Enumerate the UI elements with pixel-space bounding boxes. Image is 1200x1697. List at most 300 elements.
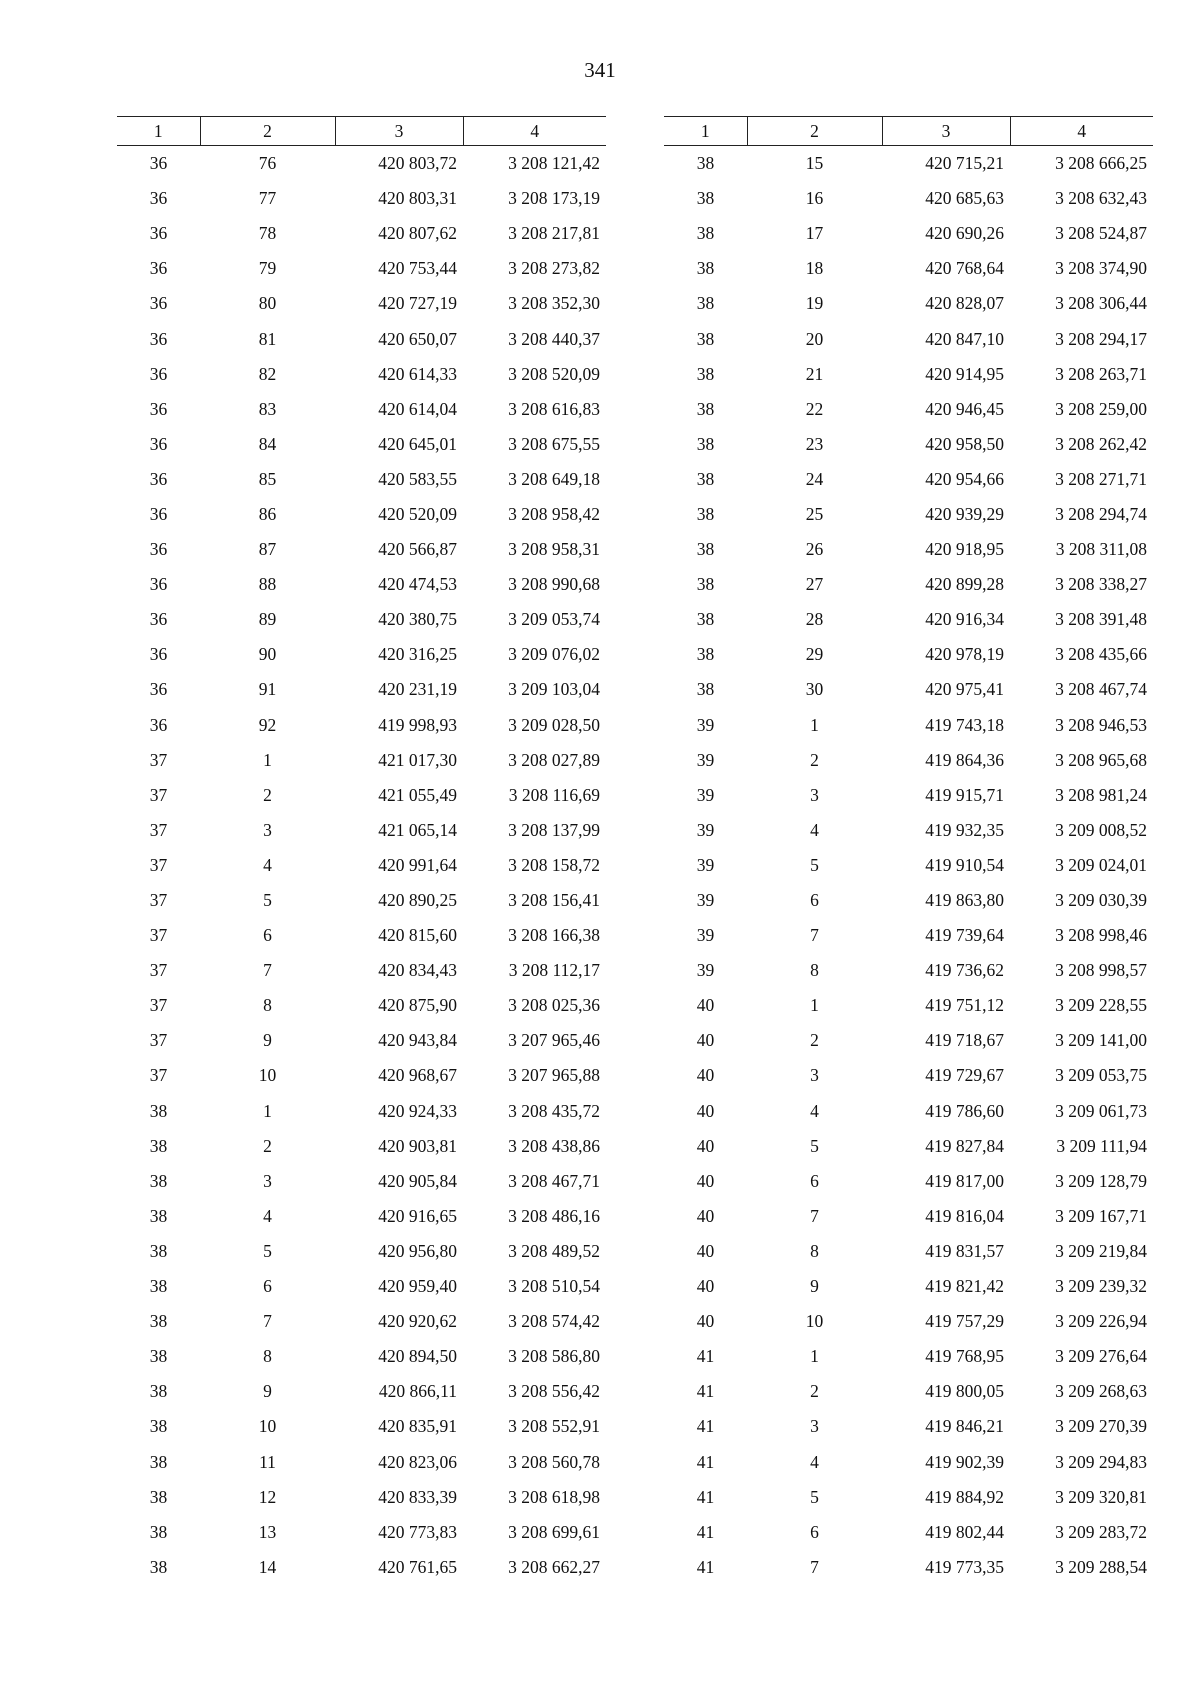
table-cell-col-1: 40 — [696, 1030, 715, 1051]
table-row — [664, 813, 1153, 848]
table-cell-col-3: 420 773,83 — [378, 1521, 457, 1542]
table-cell-col-2: 2 — [263, 1135, 272, 1156]
table-row — [664, 1058, 1153, 1093]
table-cell-col-3: 420 380,75 — [378, 609, 457, 630]
table-cell-col-2: 92 — [258, 714, 277, 735]
table-row — [117, 1269, 606, 1304]
table-row — [117, 708, 606, 743]
table-row — [117, 146, 606, 182]
table-cell-col-2: 90 — [258, 644, 277, 665]
table-cell-col-4: 3 208 137,99 — [508, 819, 600, 840]
table-cell-col-3: 420 916,65 — [378, 1205, 457, 1226]
table-cell-col-3: 419 743,18 — [925, 714, 1004, 735]
table-cell-col-4: 3 208 440,37 — [508, 328, 600, 349]
table-cell-col-2: 16 — [805, 188, 824, 209]
coordinates-table-left — [117, 116, 606, 1585]
table-row — [117, 462, 606, 497]
table-cell-col-4: 3 208 027,89 — [508, 749, 600, 770]
table-cell-col-3: 419 863,80 — [925, 890, 1004, 911]
table-row — [664, 988, 1153, 1023]
table-row — [664, 1480, 1153, 1515]
table-cell-col-1: 38 — [149, 1346, 168, 1367]
table-cell-col-2: 20 — [805, 328, 824, 349]
table-cell-col-3: 420 835,91 — [378, 1416, 457, 1437]
table-body — [664, 146, 1153, 1585]
table-cell-col-4: 3 208 662,27 — [508, 1556, 600, 1577]
table-cell-col-4: 3 208 352,30 — [508, 293, 600, 314]
table-cell-col-1: 39 — [696, 925, 715, 946]
table-cell-col-2: 7 — [810, 1205, 819, 1226]
table-cell-col-1: 37 — [149, 784, 168, 805]
table-cell-col-4: 3 208 294,74 — [1055, 503, 1147, 524]
table-cell-col-4: 3 208 981,24 — [1055, 784, 1147, 805]
table-cell-col-2: 29 — [805, 644, 824, 665]
table-cell-col-1: 41 — [696, 1556, 715, 1577]
table-cell-col-2: 18 — [805, 258, 824, 279]
table-cell-col-1: 40 — [696, 995, 715, 1016]
table-cell-col-2: 4 — [810, 1451, 819, 1472]
table-cell-col-3: 420 954,66 — [925, 468, 1004, 489]
table-cell-col-2: 1 — [810, 1346, 819, 1367]
table-cell-col-1: 38 — [149, 1311, 168, 1332]
table-cell-col-1: 38 — [149, 1486, 168, 1507]
table-cell-col-4: 3 208 217,81 — [508, 223, 600, 244]
table-cell-col-2: 3 — [810, 784, 819, 805]
table-row — [664, 778, 1153, 813]
table-cell-col-2: 1 — [263, 1100, 272, 1121]
table-cell-col-2: 11 — [259, 1451, 276, 1472]
table-cell-col-2: 1 — [810, 995, 819, 1016]
table-row — [664, 602, 1153, 637]
table-row — [664, 181, 1153, 216]
table-cell-col-3: 419 827,84 — [925, 1135, 1004, 1156]
table-row — [664, 462, 1153, 497]
table-cell-col-4: 3 209 228,55 — [1055, 995, 1147, 1016]
table-cell-col-1: 41 — [696, 1381, 715, 1402]
table-cell-col-4: 3 209 270,39 — [1055, 1416, 1147, 1437]
table-cell-col-1: 41 — [696, 1346, 715, 1367]
table-cell-col-3: 419 816,04 — [925, 1205, 1004, 1226]
column-header-2: 2 — [747, 117, 882, 146]
table-cell-col-2: 5 — [810, 1135, 819, 1156]
table-cell-col-2: 17 — [805, 223, 824, 244]
table-row — [664, 708, 1153, 743]
table-cell-col-3: 419 910,54 — [925, 854, 1004, 875]
table-cell-col-3: 420 975,41 — [925, 679, 1004, 700]
table-row — [117, 848, 606, 883]
table-cell-col-4: 3 208 510,54 — [508, 1276, 600, 1297]
table-cell-col-1: 37 — [149, 819, 168, 840]
table-cell-col-3: 419 757,29 — [925, 1311, 1004, 1332]
table-cell-col-2: 2 — [810, 1381, 819, 1402]
table-cell-col-3: 419 864,36 — [925, 749, 1004, 770]
table-cell-col-2: 87 — [258, 539, 277, 560]
table-cell-col-3: 419 884,92 — [925, 1486, 1004, 1507]
table-cell-col-2: 13 — [258, 1521, 277, 1542]
table-cell-col-4: 3 208 158,72 — [508, 854, 600, 875]
table-cell-col-4: 3 209 268,63 — [1055, 1381, 1147, 1402]
table-row — [117, 1409, 606, 1444]
table-cell-col-3: 420 583,55 — [378, 468, 457, 489]
table-cell-col-3: 420 807,62 — [378, 223, 457, 244]
table-cell-col-4: 3 208 998,57 — [1055, 960, 1147, 981]
table-row — [117, 357, 606, 392]
table-row — [117, 1304, 606, 1339]
table-cell-col-1: 38 — [696, 153, 715, 174]
table-cell-col-3: 420 768,64 — [925, 258, 1004, 279]
table-cell-col-2: 22 — [805, 398, 824, 419]
table-cell-col-2: 78 — [258, 223, 277, 244]
table-cell-col-3: 420 968,67 — [378, 1065, 457, 1086]
table-cell-col-3: 420 978,19 — [925, 644, 1004, 665]
table-cell-col-4: 3 208 173,19 — [508, 188, 600, 209]
table-cell-col-4: 3 209 008,52 — [1055, 819, 1147, 840]
table-cell-col-3: 420 566,87 — [378, 539, 457, 560]
table-cell-col-2: 3 — [810, 1065, 819, 1086]
table-cell-col-4: 3 209 294,83 — [1055, 1451, 1147, 1472]
table-cell-col-3: 420 474,53 — [378, 574, 457, 595]
table-cell-col-4: 3 209 283,72 — [1055, 1521, 1147, 1542]
table-cell-col-2: 10 — [258, 1416, 277, 1437]
table-row — [664, 392, 1153, 427]
table-cell-col-1: 40 — [696, 1170, 715, 1191]
table-cell-col-2: 8 — [810, 960, 819, 981]
table-row — [117, 1515, 606, 1550]
table-row — [117, 216, 606, 251]
table-row — [664, 1164, 1153, 1199]
table-cell-col-1: 40 — [696, 1205, 715, 1226]
table-row — [117, 1199, 606, 1234]
table-row — [664, 532, 1153, 567]
table-cell-col-2: 5 — [810, 854, 819, 875]
page-number: 341 — [584, 58, 616, 82]
table-cell-col-1: 37 — [149, 854, 168, 875]
table-cell-col-3: 420 761,65 — [378, 1556, 457, 1577]
table-cell-col-2: 3 — [810, 1416, 819, 1437]
table-cell-col-2: 8 — [263, 995, 272, 1016]
table-cell-col-4: 3 208 998,46 — [1055, 925, 1147, 946]
table-cell-col-4: 3 209 024,01 — [1055, 854, 1147, 875]
table-row — [117, 392, 606, 427]
table-cell-col-3: 419 800,05 — [925, 1381, 1004, 1402]
table-cell-col-1: 36 — [149, 223, 168, 244]
table-cell-col-4: 3 208 438,86 — [508, 1135, 600, 1156]
table-cell-col-1: 38 — [149, 1556, 168, 1577]
table-cell-col-4: 3 207 965,88 — [508, 1065, 600, 1086]
table-cell-col-4: 3 209 076,02 — [508, 644, 600, 665]
table-cell-col-4: 3 208 649,18 — [508, 468, 600, 489]
table-cell-col-1: 40 — [696, 1276, 715, 1297]
table-cell-col-3: 420 924,33 — [378, 1100, 457, 1121]
column-header-3: 3 — [335, 117, 463, 146]
table-row — [664, 1094, 1153, 1129]
table-row — [664, 251, 1153, 286]
table-cell-col-2: 21 — [805, 363, 824, 384]
table-cell-col-2: 2 — [263, 784, 272, 805]
table-cell-col-3: 419 718,67 — [925, 1030, 1004, 1051]
table-cell-col-2: 30 — [805, 679, 824, 700]
table-cell-col-4: 3 208 294,17 — [1055, 328, 1147, 349]
table-cell-col-4: 3 208 946,53 — [1055, 714, 1147, 735]
table-row — [117, 672, 606, 707]
table-row — [664, 953, 1153, 988]
table-row — [664, 1269, 1153, 1304]
table-cell-col-1: 36 — [149, 714, 168, 735]
table-row — [117, 743, 606, 778]
table-cell-col-4: 3 209 111,94 — [1056, 1135, 1147, 1156]
table-cell-col-2: 2 — [810, 1030, 819, 1051]
table-cell-col-3: 419 821,42 — [925, 1276, 1004, 1297]
table-cell-col-4: 3 208 632,43 — [1055, 188, 1147, 209]
table-row — [117, 1164, 606, 1199]
table-cell-col-4: 3 209 320,81 — [1055, 1486, 1147, 1507]
table-row — [664, 883, 1153, 918]
table-cell-col-4: 3 208 273,82 — [508, 258, 600, 279]
table-cell-col-4: 3 208 338,27 — [1055, 574, 1147, 595]
table-cell-col-3: 420 920,62 — [378, 1311, 457, 1332]
table-cell-col-1: 36 — [149, 258, 168, 279]
table-cell-col-4: 3 209 103,04 — [508, 679, 600, 700]
column-header-1: 1 — [664, 117, 747, 146]
table-cell-col-2: 4 — [263, 1205, 272, 1226]
table-cell-col-1: 38 — [696, 433, 715, 454]
table-cell-col-3: 419 751,12 — [925, 995, 1004, 1016]
table-cell-col-3: 420 803,72 — [378, 153, 457, 174]
table-row — [117, 1480, 606, 1515]
table-row — [664, 743, 1153, 778]
table-cell-col-4: 3 208 262,42 — [1055, 433, 1147, 454]
table-cell-col-1: 38 — [149, 1416, 168, 1437]
table-cell-col-1: 38 — [149, 1451, 168, 1472]
table-row — [117, 1444, 606, 1479]
table-cell-col-2: 4 — [810, 819, 819, 840]
table-row — [117, 602, 606, 637]
table-cell-col-4: 3 207 965,46 — [508, 1030, 600, 1051]
table-cell-col-3: 420 875,90 — [378, 995, 457, 1016]
table-cell-col-1: 39 — [696, 960, 715, 981]
table-cell-col-3: 420 650,07 — [378, 328, 457, 349]
table-cell-col-2: 6 — [263, 1276, 272, 1297]
table-cell-col-3: 419 773,35 — [925, 1556, 1004, 1577]
table-cell-col-3: 419 846,21 — [925, 1416, 1004, 1437]
table-cell-col-1: 36 — [149, 153, 168, 174]
table-cell-col-4: 3 208 435,72 — [508, 1100, 600, 1121]
table-cell-col-4: 3 208 524,87 — [1055, 223, 1147, 244]
table-cell-col-3: 420 958,50 — [925, 433, 1004, 454]
table-row — [664, 848, 1153, 883]
table-cell-col-2: 85 — [258, 468, 277, 489]
table-cell-col-4: 3 208 259,00 — [1055, 398, 1147, 419]
table-cell-col-4: 3 208 618,98 — [508, 1486, 600, 1507]
table-cell-col-3: 421 065,14 — [378, 819, 457, 840]
table-cell-col-2: 80 — [258, 293, 277, 314]
table-cell-col-3: 419 786,60 — [925, 1100, 1004, 1121]
table-cell-col-1: 36 — [149, 293, 168, 314]
table-cell-col-2: 4 — [263, 854, 272, 875]
table-cell-col-2: 5 — [263, 1240, 272, 1261]
table-cell-col-1: 40 — [696, 1100, 715, 1121]
table-cell-col-1: 37 — [149, 925, 168, 946]
table-cell-col-4: 3 209 028,50 — [508, 714, 600, 735]
table-cell-col-1: 41 — [696, 1451, 715, 1472]
table-cell-col-2: 6 — [263, 925, 272, 946]
table-cell-col-3: 420 316,25 — [378, 644, 457, 665]
table-cell-col-1: 37 — [149, 1030, 168, 1051]
table-cell-col-4: 3 208 374,90 — [1055, 258, 1147, 279]
table-cell-col-3: 420 890,25 — [378, 890, 457, 911]
table-cell-col-2: 2 — [810, 749, 819, 770]
table-row — [664, 1374, 1153, 1409]
table-cell-col-2: 10 — [258, 1065, 277, 1086]
table-cell-col-2: 28 — [805, 609, 824, 630]
table-cell-col-4: 3 209 061,73 — [1055, 1100, 1147, 1121]
column-header-2: 2 — [200, 117, 335, 146]
table-cell-col-2: 89 — [258, 609, 277, 630]
table-cell-col-1: 40 — [696, 1311, 715, 1332]
table-header — [117, 117, 606, 146]
table-cell-col-2: 3 — [263, 819, 272, 840]
table-cell-col-4: 3 209 053,75 — [1055, 1065, 1147, 1086]
table-cell-col-3: 419 768,95 — [925, 1346, 1004, 1367]
table-cell-col-2: 8 — [810, 1240, 819, 1261]
table-cell-col-1: 39 — [696, 714, 715, 735]
table-row — [117, 1550, 606, 1585]
table-cell-col-4: 3 208 574,42 — [508, 1311, 600, 1332]
table-row — [664, 1304, 1153, 1339]
table-cell-col-3: 420 899,28 — [925, 574, 1004, 595]
table-cell-col-1: 38 — [696, 574, 715, 595]
table-cell-col-4: 3 208 616,83 — [508, 398, 600, 419]
table-cell-col-1: 38 — [696, 258, 715, 279]
table-cell-col-1: 38 — [149, 1205, 168, 1226]
table-cell-col-1: 36 — [149, 503, 168, 524]
table-cell-col-3: 420 991,64 — [378, 854, 457, 875]
table-row — [117, 883, 606, 918]
table-cell-col-4: 3 208 121,42 — [508, 153, 600, 174]
table-cell-col-1: 36 — [149, 398, 168, 419]
table-cell-col-4: 3 209 276,64 — [1055, 1346, 1147, 1367]
table-cell-col-4: 3 208 958,31 — [508, 539, 600, 560]
table-cell-col-2: 26 — [805, 539, 824, 560]
table-cell-col-2: 15 — [805, 153, 824, 174]
table-row — [664, 216, 1153, 251]
table-row — [117, 778, 606, 813]
table-cell-col-1: 40 — [696, 1135, 715, 1156]
table-cell-col-1: 41 — [696, 1416, 715, 1437]
table-row — [117, 1339, 606, 1374]
table-row — [117, 427, 606, 462]
table-cell-col-3: 420 943,84 — [378, 1030, 457, 1051]
table-cell-col-3: 420 520,09 — [378, 503, 457, 524]
table-row — [117, 251, 606, 286]
table-cell-col-1: 38 — [149, 1135, 168, 1156]
table-row — [117, 1374, 606, 1409]
table-row — [117, 953, 606, 988]
table-cell-col-1: 37 — [149, 749, 168, 770]
table-row — [664, 286, 1153, 321]
table-cell-col-4: 3 208 435,66 — [1055, 644, 1147, 665]
table-body — [117, 146, 606, 1585]
table-cell-col-2: 7 — [810, 925, 819, 946]
table-cell-col-2: 84 — [258, 433, 277, 454]
table-row — [664, 427, 1153, 462]
table-cell-col-2: 88 — [258, 574, 277, 595]
table-cell-col-2: 27 — [805, 574, 824, 595]
table-cell-col-1: 36 — [149, 574, 168, 595]
table-cell-col-4: 3 208 489,52 — [508, 1240, 600, 1261]
table-row — [117, 321, 606, 356]
table-cell-col-2: 9 — [263, 1030, 272, 1051]
table-cell-col-2: 12 — [258, 1486, 277, 1507]
table-cell-col-4: 3 208 965,68 — [1055, 749, 1147, 770]
table-header — [664, 117, 1153, 146]
table-cell-col-3: 420 828,07 — [925, 293, 1004, 314]
table-cell-col-2: 9 — [810, 1276, 819, 1297]
table-cell-col-2: 5 — [263, 890, 272, 911]
table-row — [117, 181, 606, 216]
table-cell-col-4: 3 208 467,71 — [508, 1170, 600, 1191]
table-cell-col-3: 420 231,19 — [378, 679, 457, 700]
table-cell-col-1: 37 — [149, 995, 168, 1016]
table-cell-col-2: 10 — [805, 1311, 824, 1332]
table-cell-col-4: 3 209 167,71 — [1055, 1205, 1147, 1226]
table-cell-col-2: 19 — [805, 293, 824, 314]
table-cell-col-2: 1 — [263, 749, 272, 770]
table-row — [117, 1234, 606, 1269]
table-cell-col-3: 420 727,19 — [378, 293, 457, 314]
table-cell-col-2: 24 — [805, 468, 824, 489]
table-cell-col-4: 3 209 239,32 — [1055, 1276, 1147, 1297]
table-cell-col-1: 38 — [696, 609, 715, 630]
table-cell-col-2: 9 — [263, 1381, 272, 1402]
table-cell-col-3: 420 939,29 — [925, 503, 1004, 524]
table-cell-col-3: 421 055,49 — [378, 784, 457, 805]
table-cell-col-2: 25 — [805, 503, 824, 524]
table-cell-col-2: 4 — [810, 1100, 819, 1121]
table-cell-col-3: 420 866,11 — [378, 1381, 457, 1402]
table-cell-col-2: 7 — [263, 960, 272, 981]
table-row — [664, 497, 1153, 532]
table-cell-col-1: 36 — [149, 609, 168, 630]
table-cell-col-1: 40 — [696, 1240, 715, 1261]
table-cell-col-4: 3 208 520,09 — [508, 363, 600, 384]
table-cell-col-1: 38 — [696, 398, 715, 419]
column-header-3: 3 — [882, 117, 1010, 146]
table-cell-col-1: 38 — [149, 1240, 168, 1261]
table-cell-col-3: 420 905,84 — [378, 1170, 457, 1191]
table-cell-col-4: 3 208 467,74 — [1055, 679, 1147, 700]
table-cell-col-1: 38 — [696, 363, 715, 384]
table-row — [117, 532, 606, 567]
table-cell-col-2: 82 — [258, 363, 277, 384]
table-row — [664, 918, 1153, 953]
table-cell-col-4: 3 208 391,48 — [1055, 609, 1147, 630]
table-cell-col-3: 420 903,81 — [378, 1135, 457, 1156]
table-row — [664, 321, 1153, 356]
table-cell-col-4: 3 209 030,39 — [1055, 890, 1147, 911]
table-cell-col-2: 76 — [258, 153, 277, 174]
table-cell-col-4: 3 208 699,61 — [508, 1521, 600, 1542]
table-cell-col-3: 419 817,00 — [925, 1170, 1004, 1191]
table-cell-col-2: 8 — [263, 1346, 272, 1367]
table-cell-col-4: 3 208 552,91 — [508, 1416, 600, 1437]
table-cell-col-1: 39 — [696, 890, 715, 911]
table-row — [117, 1129, 606, 1164]
table-cell-col-1: 36 — [149, 468, 168, 489]
table-cell-col-4: 3 208 156,41 — [508, 890, 600, 911]
table-cell-col-2: 86 — [258, 503, 277, 524]
table-cell-col-4: 3 209 288,54 — [1055, 1556, 1147, 1577]
